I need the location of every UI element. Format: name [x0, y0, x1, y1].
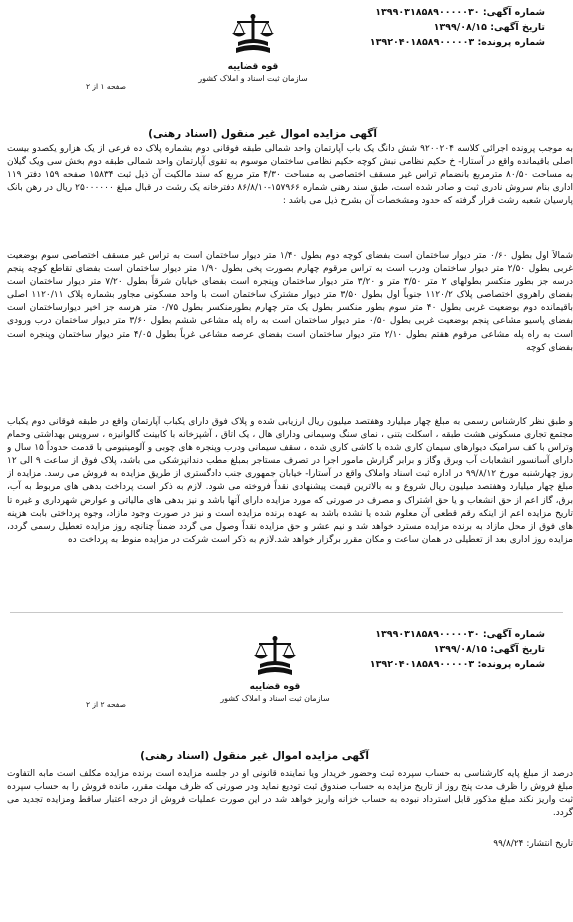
notice-divider [10, 612, 563, 613]
notice1-organization [193, 62, 313, 84]
notice1-registry-org-label: سازمان ثبت اسناد و املاک کشور [198, 74, 308, 83]
notice1-paragraph-1: به موجب پرونده اجرائی کلاسه ۹۲۰۰۲۰۴ شش دانگ یک باب آپارتمان واحد شمالی طبقه فوقانی دوم بشماره پلاک ده فرعی از یک هزارو یکصدو بیست اصلی باقیمانده واقع در آستارا- خ حکیم نظامی نبش کوچه حکیم نظامی ساختمان موسوم به تقوی آپارتمان واحد شمالی طبقه دوم بخش سی ویک گیلان به مساحت ۸۰/۵۰ مترمربع بانضمام تراس غیر مسقف اختصاصی به مساحت ۴/۳۰ متر مربع که سند مالکیت آن ذیل ثبت ۱۵۸۳۴ صفحه ۱۵۹ دفتر ۱۱۹ اداری بنام سروش نادری ثبت و صادر شده است، طبق سند رهنی شماره ۱۵۷۹۶۶-۸۶/۸/۱۰ دفترخانه یک رشت در قبال مبلغ ۲۵۰۰۰۰۰۰ ریال در رهن بانک پارسیان شعبه رشت قرار گرفته که حدود ومشخصات آن بشرح ذیل می باشد : [7, 144, 573, 207]
notice1-date: تاریخ آگهی: ۱۳۹۹/۰۸/۱۵ [433, 22, 545, 33]
notice1-meta [370, 5, 545, 50]
notice1-judiciary-label: قوه قضاییه [227, 62, 279, 72]
notice1-number: شماره آگهی: ۱۳۹۹۰۳۱۸۵۸۹۰۰۰۰۰۳۰ [375, 7, 545, 18]
notice2-title: آگهی مزایده اموال غیر منقول (اسناد رهنی) [140, 750, 369, 762]
notice1-title: آگهی مزایده اموال غیر منقول (اسناد رهنی) [148, 128, 377, 140]
notice2-registry-org-label: سازمان ثبت اسناد و املاک کشور [220, 694, 330, 703]
notice1-page-number: صفحه ۱ از ۲ [86, 82, 126, 91]
judiciary-emblem-icon [250, 634, 300, 680]
notice2-date: تاریخ آگهی: ۱۳۹۹/۰۸/۱۵ [433, 644, 545, 655]
notice2-page-number: صفحه ۲ از ۲ [86, 700, 126, 709]
notice1-paragraph-3: و طبق نظر کارشناس رسمی به مبلغ چهار میلیارد وهفتصد میلیون ریال ارزیابی شده و پلاک فوق دارای یکباب آپارتمان واقع در طبقه فوقانی دوم یکباب مجتمع تجاری مسکونی هشت طبقه ، اسکلت بتنی ، نمای سنگ وسیمانی ودارای هال ، یک اتاق ، آشپزخانه با کابینت گالوانیزه ، سرویس بهداشتی وحمام وتراس با کف سرامیک دیوارهای سیمان کاری شده با کاشی کاری شده ، سقف سیمانی ودرب وپنجره های چوبی و آلومینیومی با قدمت حدوداً ۱۵ سال و دارای آسانسور انشعابات آب وبرق وگاز و برابر گزارش مامور اجرا در تصرف مستاجر بمبلغ مطب دندانپزشکی می باشد، پلاک فوق از ساعت ۹ الی ۱۲ روز چهارشنبه مورخ ۹۹/۸/۱۲ در اداره ثبت اسناد واملاک واقع در آستارا- خیابان جمهوری جنب دادگستری از طریق مزایده به فروش می رسد. مزایده از مبلغ چهار میلیارد وهفتصد میلیون ریال شروع و به بالاترین قیمت پیشنهادی نقداً فروخته می شود. لازم به ذکر است پرداخت بدهی های مربوط به آب، برق، گاز اعم از حق انشعاب و یا حق اشتراک و مصرف در صورتی که مورد مزایده دارای آنها باشد و نیز بدهی های مالیاتی و عوارض شهرداری و غیره تا تاریخ مزایده اعم از اینکه رقم قطعی آن معلوم شده یا نشده باشد به عهده برنده مزایده است و نیز در صورت وجود مازاد، وجوه پرداختی بابت هزینه های فوق از محل مازاد به برنده مزایده مسترد خواهد شد و نیم عشر و حق مزایده نقداً وصول می گردد ضمناً چنانچه روز مزایده تعطیل رسمی گردد، مزایده روز اداری بعد از تعطیلی در همان ساعت و مکان مقرر برگزار خواهد شد.لازم به ذکر است شرکت در مزایده منوط به پرداخت ده [7, 417, 573, 545]
notice2-number: شماره آگهی: ۱۳۹۹۰۳۱۸۵۸۹۰۰۰۰۰۳۰ [375, 629, 545, 640]
notice2-publish-date: تاریخ انتشار: ۹۹/۸/۲۴ [493, 839, 573, 849]
judiciary-emblem-icon [228, 12, 278, 58]
notice2-judiciary-label: قوه قضاییه [249, 682, 301, 692]
notice2-organization [215, 682, 335, 704]
notice2-paragraph-1: درصد از مبلغ پایه کارشناسی به حساب سپرده ثبت وحضور خریدار ویا نماینده قانونی او در جلسه مزایده است برنده مزایده مکلف است مابه التفاوت مبلغ فروش را ظرف مدت پنج روز از تاریخ مزایده به حساب صندوق ثبت تودیع نماید ودر صورتی که ظرف مهلت مقرر، مانده فروش را به حساب سپرده ثبت واریز نکند مبلغ مذکور قابل استرداد نبوده به حساب خزانه واریز خواهد شد در این صورت عملیات فروش از درجه اعتبار ساقط ومزایده تجدید می گردد. [7, 769, 573, 819]
notice2-meta [370, 627, 545, 672]
notice1-file-number: شماره پرونده: ۱۳۹۲۰۴۰۱۸۵۸۹۰۰۰۰۰۳ [369, 37, 545, 48]
notice1-paragraph-2: شمالاً اول بطول ۰/۶۰ متر دیوار ساختمان است بفضای کوچه دوم بطول ۱/۴۰ متر دیوار ساختمان است به تراس غیر مسقف اختصاصی سوم بوضعیت غربی بطول ۲/۵۰ متر دیوار ساختمان ودرب است به تراس مرقوم چهارم بصورت پخی بطول ۱/۹۰ متر دیوار ساختمان است بفضای تقاطع کوچه پنجم درسه جز بطور منکسر بطولهای ۲ متر ۳/۵۰ متر و ۳/۲۰ متر دیوار ساختمان وپنجره است بفضای خیابان شرقاً بطول ۷/۲۰ متر دیوار ساختمان است بفضای راهروی اختصاصی پلاک ۱۱۲۰/۲ جنوباً اول بطول ۳/۵۰ متر دیوار مشترک ساختمان است با واحد مسکونی مجاور بشماره پلاک ۱۱۲۰/۱۱ اصلی باقیمانده دوم بوضعیت غربی بطول ۴۰ متر سوم بطور منکسر بطول یک متر چهارم بطورمنکسر بطول ۰/۷۵ متر هرسه جز اخیر دیوارساختمان است بفضای پاسیو مشاعی پنجم بوضعیت غربی بطول ۰/۵۰ متر دیوار ساختمان است به راه پله مشاعی ششم بطول ۳/۶۰ متر دیوار ساختمان درب ورودی است به راه پله مشاعی مرقوم هفتم بطول ۲/۱۰ متر دیوار ساختمان است بفضای عرصه مشاعی غرباً بطول ۴/۰۵ متر دیوار ساختمان وپنجره است بفضای کوچه [7, 251, 573, 353]
notice2-file-number: شماره پرونده: ۱۳۹۲۰۴۰۱۸۵۸۹۰۰۰۰۰۳ [369, 659, 545, 670]
